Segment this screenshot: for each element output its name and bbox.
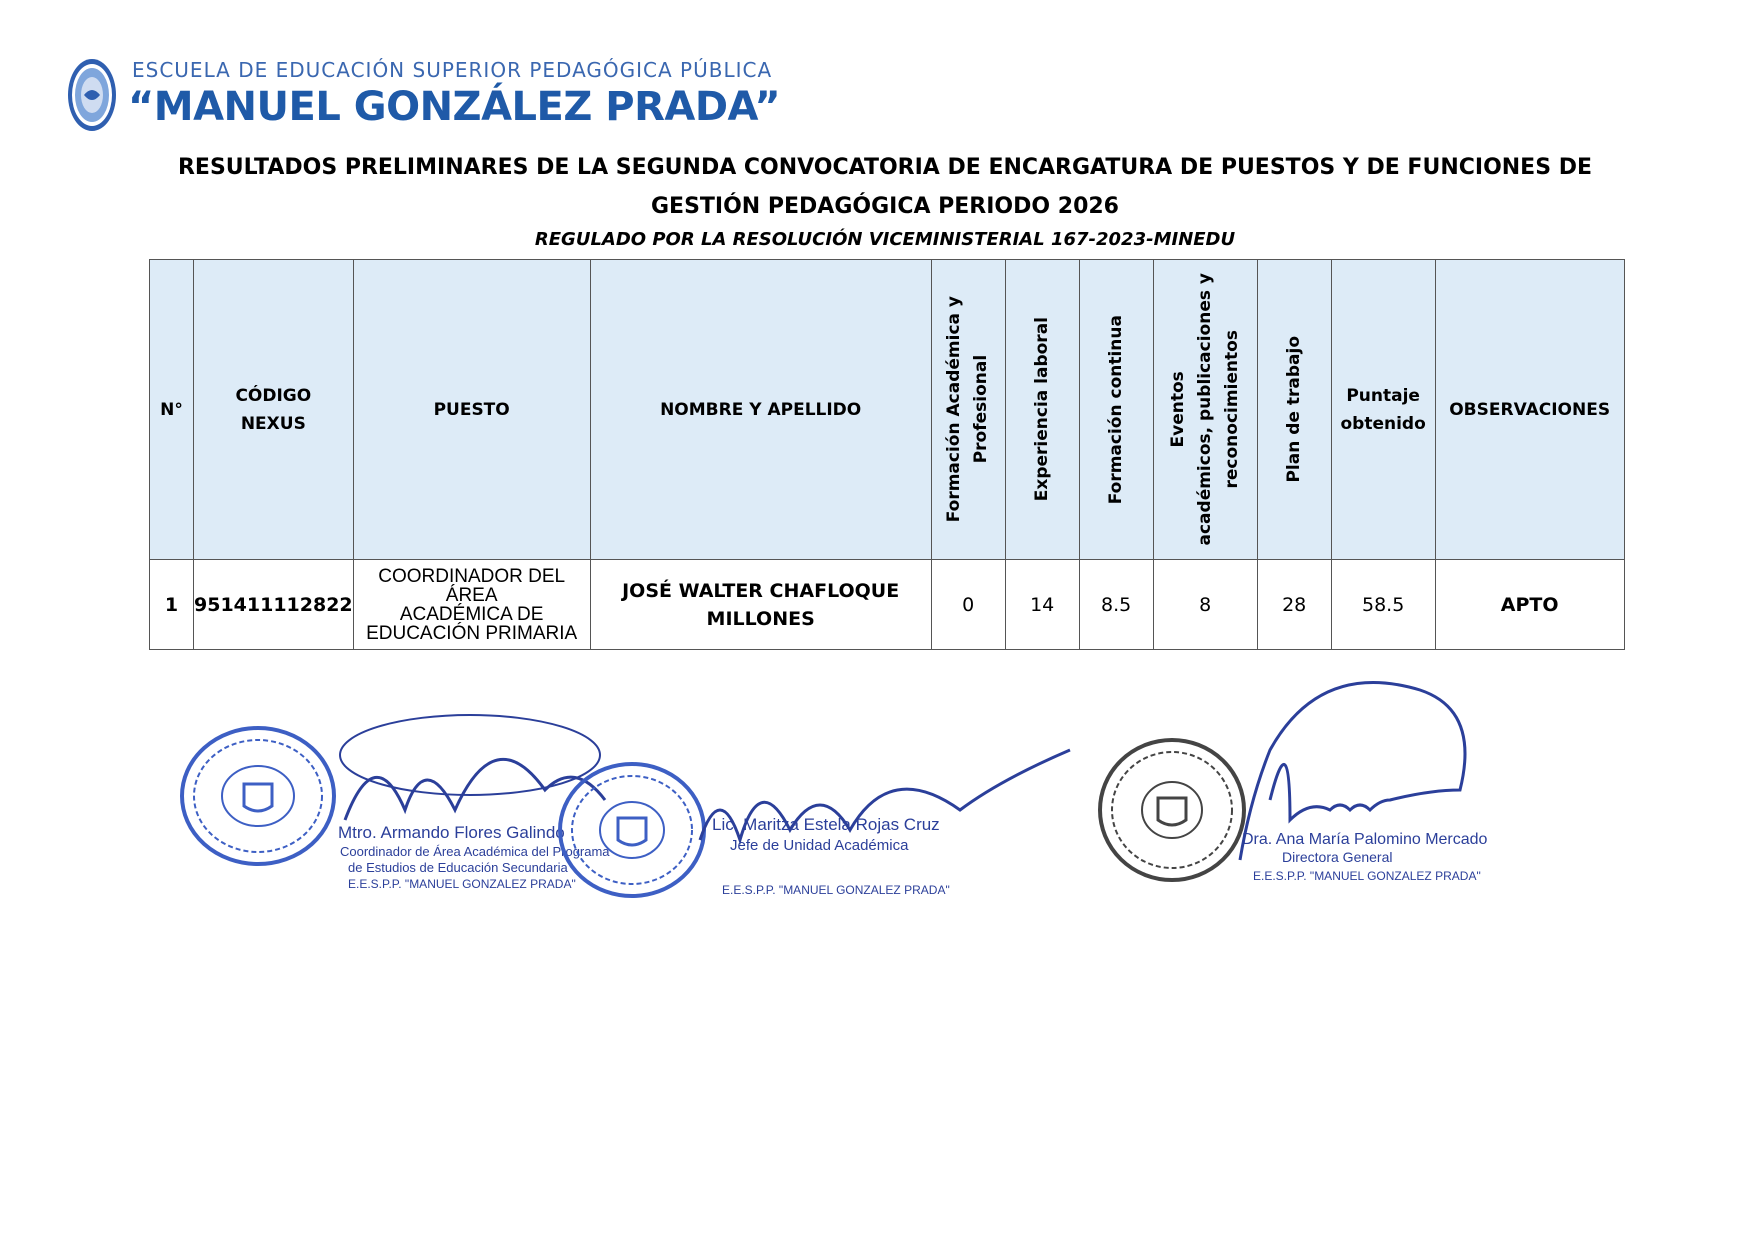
title-line-1: RESULTADOS PRELIMINARES DE LA SEGUNDA CONVOCATORIA DE ENCARGATURA DE PUESTOS Y DE FUNCIONES DE <box>177 155 1593 180</box>
header-plan-label: Plan de trabajo <box>1283 336 1304 483</box>
signer-2-name: Lic. Maritza Estela Rojas Cruz <box>712 815 940 834</box>
header-formacion-line1: Formación Académica y <box>944 296 965 523</box>
signer-1-org: E.E.S.P.P. "MANUEL GONZALEZ PRADA" <box>348 877 576 891</box>
school-emblem-icon <box>66 57 118 133</box>
signatures-area <box>0 680 1755 920</box>
header-eventos <box>1153 260 1257 560</box>
header-puntaje-line1: Puntaje <box>1346 385 1420 406</box>
header-codigo <box>194 260 354 560</box>
signer-1-role-2: de Estudios de Educación Secundaria <box>348 860 568 875</box>
cell-nombre-line1: JOSÉ WALTER CHAFLOQUE <box>622 579 900 602</box>
document-subtitle: REGULADO POR LA RESOLUCIÓN VICEMINISTERIAL 167-2023-MINEDU <box>534 229 1236 250</box>
cell-puntaje: 58.5 <box>1331 560 1435 650</box>
cell-puesto-line2: ACADÉMICA DE <box>399 603 544 625</box>
cell-eventos: 8 <box>1153 560 1257 650</box>
results-table <box>149 259 1625 650</box>
signature-1-scribble <box>345 759 605 820</box>
header-experiencia <box>1005 260 1079 560</box>
cell-continua: 8.5 <box>1079 560 1153 650</box>
stamp-directora-icon <box>1100 740 1244 880</box>
stamp-ministerio-icon <box>182 728 334 864</box>
header-observaciones: OBSERVACIONES <box>1435 260 1624 560</box>
cell-formacion: 0 <box>931 560 1005 650</box>
header-codigo-line2: NEXUS <box>240 413 306 434</box>
signer-2-org: E.E.S.P.P. "MANUEL GONZALEZ PRADA" <box>722 883 950 897</box>
cell-nombre <box>590 560 931 650</box>
header-eventos-line2: académicos, publicaciones y <box>1194 273 1215 546</box>
cell-nombre-line2: MILLONES <box>706 607 815 630</box>
header-n: N° <box>150 260 194 560</box>
header-puntaje-line2: obtenido <box>1340 413 1426 434</box>
cell-plan: 28 <box>1257 560 1331 650</box>
header-continua-label: Formación continua <box>1105 314 1126 505</box>
header-codigo-line1: CÓDIGO <box>235 385 312 406</box>
signer-3-name: Dra. Ana María Palomino Mercado <box>1242 831 1488 848</box>
header-eventos-line1: Eventos <box>1167 371 1188 448</box>
cell-n: 1 <box>150 560 194 650</box>
signer-1-role-1: Coordinador de Área Académica del Programa <box>340 844 610 859</box>
header-puesto: PUESTO <box>353 260 590 560</box>
stamp-escuela-icon <box>560 764 704 896</box>
cell-puesto <box>353 560 590 650</box>
signer-2-role-1: Jefe de Unidad Académica <box>730 837 909 854</box>
school-name-line1: ESCUELA DE EDUCACIÓN SUPERIOR PEDAGÓGICA PÚBLICA <box>132 58 773 82</box>
header-continua <box>1079 260 1153 560</box>
school-name-line2: “MANUEL GONZÁLEZ PRADA” <box>128 84 781 130</box>
cell-observaciones: APTO <box>1435 560 1624 650</box>
header-formacion-line2: Profesional <box>971 355 992 464</box>
header-nombre: NOMBRE Y APELLIDO <box>590 260 931 560</box>
table-row <box>150 560 1625 650</box>
signer-1-name: Mtro. Armando Flores Galindo <box>338 823 565 842</box>
cell-experiencia: 14 <box>1005 560 1079 650</box>
cell-puesto-line1: COORDINADOR DEL ÁREA <box>378 565 566 606</box>
cell-codigo: 951411112822 <box>194 560 354 650</box>
header-experiencia-label: Experiencia laboral <box>1031 317 1052 502</box>
header-formacion <box>931 260 1005 560</box>
header-puntaje <box>1331 260 1435 560</box>
title-line-2: GESTIÓN PEDAGÓGICA PERIODO 2026 <box>650 194 1119 219</box>
header-plan <box>1257 260 1331 560</box>
cell-puesto-line3: EDUCACIÓN PRIMARIA <box>366 622 578 644</box>
signer-3-role-1: Directora General <box>1282 849 1393 865</box>
header-eventos-line3: reconocimientos <box>1221 330 1242 489</box>
table-header-row <box>150 260 1625 560</box>
signer-3-org: E.E.S.P.P. "MANUEL GONZALEZ PRADA" <box>1253 869 1481 883</box>
document-title <box>150 148 1620 226</box>
